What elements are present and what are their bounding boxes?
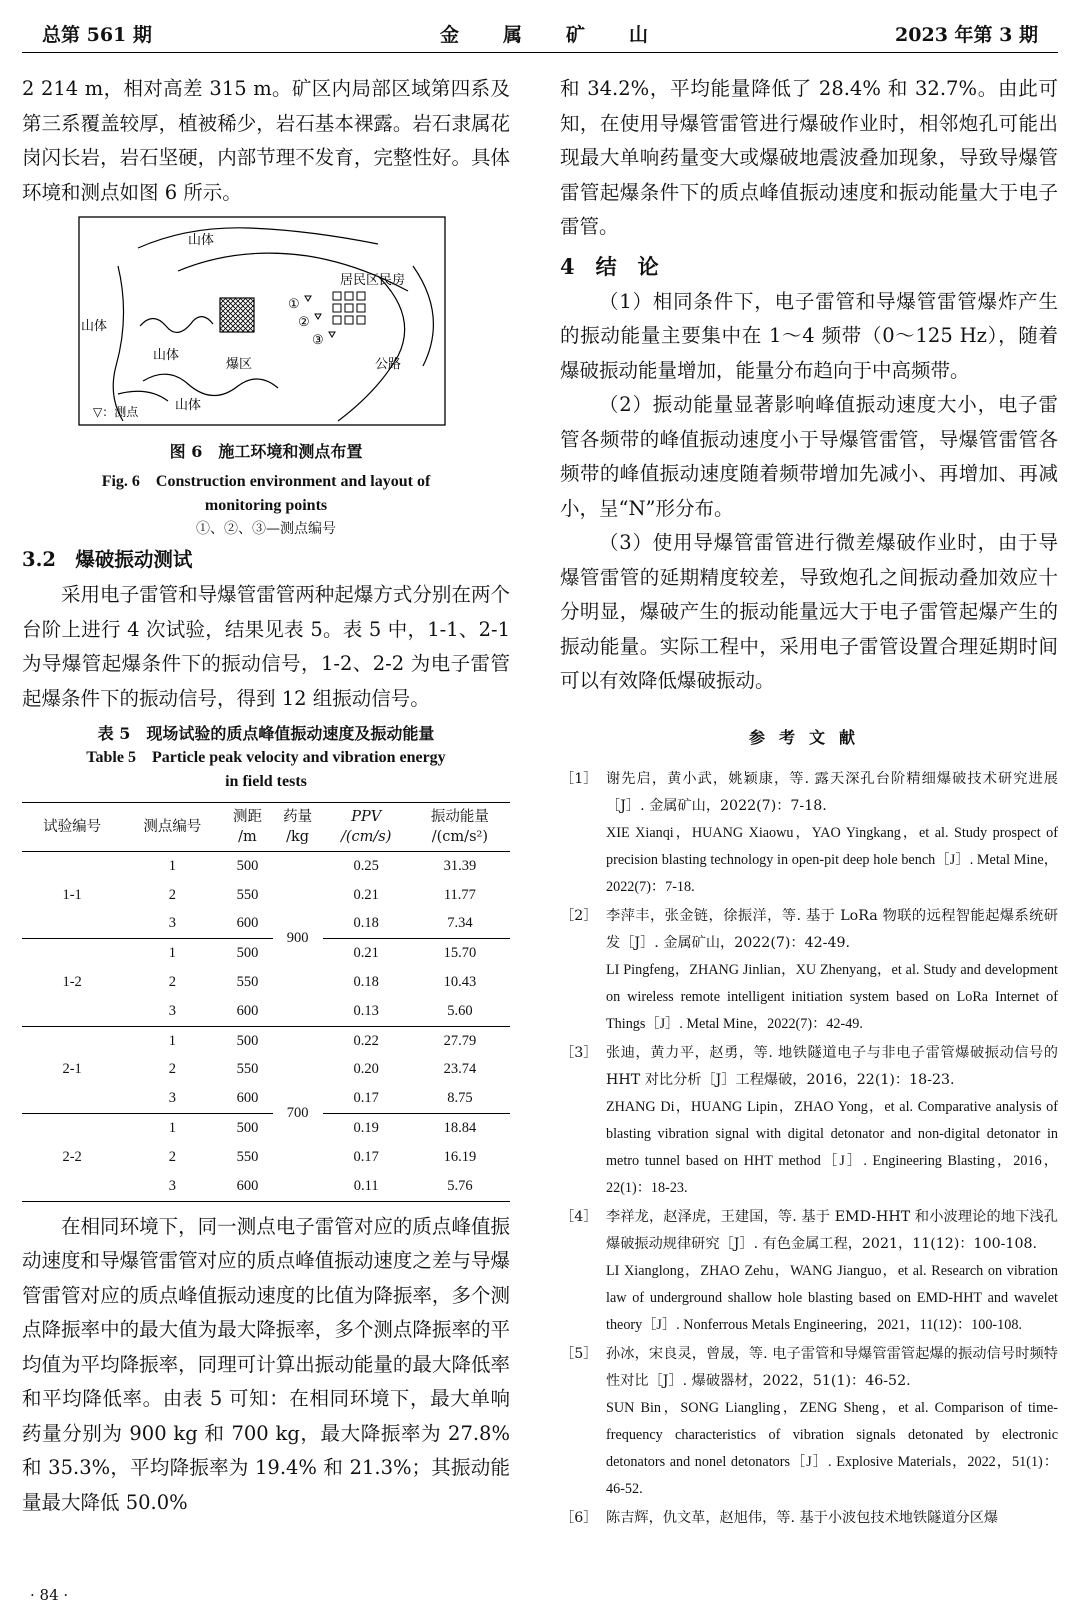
mountain-left-ridge: [113, 266, 123, 421]
conclusion-3: （3）使用导爆管雷管进行微差爆破作业时，由于导爆管雷管的延期精度较差，导致炮孔之间振动叠加效应十分明显，爆破产生的振动能量远大于电子雷管起爆产生的振动能量。实际工程中，采用电子雷管设置合理延期时间可以有效降低爆破振动。: [560, 531, 1058, 692]
cell-point-id: 2: [168, 974, 176, 991]
cell-ppv: 0.13: [353, 1002, 379, 1019]
site-map: [78, 216, 448, 430]
mountain-bottom-ridge: [143, 374, 278, 395]
reference-item: [560, 1204, 1058, 1339]
cell-point-id: 3: [168, 1002, 176, 1019]
cell-ppv: 0.21: [323, 939, 410, 968]
cell-distance: 500: [236, 857, 259, 874]
cell-point-id: 1: [168, 857, 176, 874]
measure-point-3-icon: [329, 332, 335, 337]
cell-ppv: 0.22: [323, 1026, 410, 1055]
label-point-2: ②: [298, 315, 310, 330]
cell-point-id: 1: [122, 939, 222, 968]
label-mountain-mid: 山体: [153, 348, 180, 363]
measure-point-1-icon: [305, 296, 311, 301]
measure-point-2-icon: [315, 314, 321, 319]
conclusion-1: （1）相同条件下，电子雷管和导爆管雷管爆炸产生的振动能量主要集中在 1～4 频带（0～125 Hz），随着爆破振动能量增加，能量分布趋向于中高频带。: [560, 289, 1058, 382]
cell-energy: 18.84: [410, 1114, 510, 1143]
reference-zh: 李萍丰，张金链，徐振洋，等. 基于 LoRa 物联的远程智能起爆系统研发［J］. 金属矿山，2022(7)：42-49.: [606, 907, 1058, 951]
table-caption-zh: 表 5 现场试验的质点峰值振动速度及振动能量: [97, 724, 435, 743]
blast-zone-marker: [220, 298, 254, 332]
label-point-1: ①: [288, 297, 300, 312]
figure-caption-en-2: monitoring points: [204, 497, 328, 514]
cell-energy: 10.43: [443, 974, 477, 991]
reference-item: [560, 1341, 1058, 1503]
th-energy: 振动能量 /(cm/s²): [410, 803, 510, 852]
reference-number: ［2］: [560, 907, 598, 924]
cell-distance: 550: [236, 886, 259, 903]
reference-en: XIE Xianqi，HUANG Xiaowu，YAO Yingkang，et al. Study prospect of precision blasting technology in open-pit deep hole bench［J］. Metal Mine，2022(7)：7-18.: [606, 824, 1058, 895]
reference-number: ［6］: [560, 1509, 598, 1526]
table-header-row: [22, 803, 510, 852]
cell-distance: 600: [236, 1002, 259, 1019]
cell-ppv: 0.17: [353, 1148, 379, 1165]
cell-point-id: 1: [122, 1114, 222, 1143]
reference-en: ZHANG Di，HUANG Lipin，ZHAO Yong，et al. Comparative analysis of blasting vibration signal with digital detonator and non-digital detonator in metro tunnel based on HHT method［J］. Engineering Blasting，2016，22(1)：18-23.: [606, 1098, 1058, 1196]
label-legend: ▽：测点: [93, 405, 139, 419]
figure-caption-zh: 图 6 施工环境和测点布置: [169, 442, 363, 461]
label-road: 公路: [375, 357, 402, 372]
reference-zh: 谢先启，黄小武，姚颖康，等. 露天深孔台阶精细爆破技术研究进展［J］. 金属矿山，2022(7)：7-18.: [606, 770, 1058, 814]
figure-6: [78, 216, 448, 430]
figure-caption-en-1: Fig. 6 Construction environment and layout of: [101, 473, 431, 490]
reference-number: ［4］: [560, 1208, 598, 1225]
table-caption-en-2: in field tests: [225, 773, 307, 790]
cell-charge: 900: [286, 930, 309, 947]
map-frame: [79, 217, 445, 425]
label-blast-zone: 爆区: [226, 357, 253, 372]
reference-number: ［5］: [560, 1345, 598, 1362]
cell-distance: 550: [236, 974, 259, 991]
cell-energy: 8.75: [447, 1090, 473, 1107]
cell-ppv: 0.17: [353, 1090, 379, 1107]
reference-zh: 陈吉辉，仇文革，赵旭伟，等. 基于小波包技术地铁隧道分区爆: [606, 1509, 999, 1526]
cell-energy: 11.77: [443, 886, 476, 903]
cell-ppv: 0.11: [323, 1172, 410, 1201]
table-row: [22, 1114, 510, 1143]
label-point-3: ③: [312, 333, 324, 348]
cell-energy: 15.70: [410, 939, 510, 968]
figure-note: ①、②、③—测点编号: [196, 521, 336, 537]
mountain-bottom-ridge2: [118, 391, 168, 401]
page-number: · 84 ·: [30, 1586, 69, 1604]
cell-ppv: 0.18: [353, 915, 379, 932]
continued-paragraph: 和 34.2%，平均能量降低了 28.4% 和 32.7%。由此可知，在使用导爆管雷管进行爆破作业时，相邻炮孔可能出现最大单响药量变大或爆破地震波叠加现象，导致导爆管雷管起爆条件下的质点峰值振动速度和振动能量大于电子雷管。: [560, 77, 1058, 238]
th-distance: 测距 /m: [222, 803, 272, 852]
cell-energy: 16.19: [443, 1148, 477, 1165]
road-line2: [413, 266, 433, 366]
reference-item: [560, 1505, 1058, 1532]
cell-energy: 31.39: [443, 857, 477, 874]
table-row: [22, 852, 510, 881]
th-point-id: 测点编号: [122, 803, 222, 852]
cell-test-id: 2-2: [22, 1114, 122, 1201]
label-residential: 居民区民房: [340, 273, 406, 288]
reference-item: [560, 1040, 1058, 1202]
road-line: [338, 276, 405, 421]
cell-distance: 600: [236, 915, 259, 932]
cell-energy: 27.79: [410, 1026, 510, 1055]
section-heading-3-2: 3.2 爆破振动测试: [22, 548, 193, 571]
cell-distance: 500: [222, 939, 272, 968]
right-column: [560, 72, 1058, 1534]
reference-en: LI Pingfeng，ZHANG Jinlian，XU Zhenyang，et al. Study and development on wireless remote intelligent initiation system based on LoRa Internet of Things［J］. Metal Mine，2022(7)：42-49.: [606, 961, 1058, 1032]
label-mountain-bottom: 山体: [175, 398, 202, 413]
journal-name: 金属矿山: [440, 24, 693, 46]
issue-number: 总第 561 期: [42, 24, 152, 46]
cell-test-id: 2-1: [22, 1026, 122, 1113]
left-column: [22, 72, 510, 1520]
cell-test-id: 1-1: [62, 886, 82, 903]
reference-item: [560, 766, 1058, 901]
cell-ppv: 0.25: [353, 857, 379, 874]
cell-ppv: 0.21: [353, 886, 379, 903]
cell-point-id: 2: [168, 1061, 176, 1078]
reference-item: [560, 903, 1058, 1038]
cell-energy: 23.74: [443, 1061, 477, 1078]
reference-en: SUN Bin，SONG Liangling，ZENG Sheng，et al. Comparison of time-frequency characteristics of vibration signals detonated by electronic detonators and nonel detonators［J］. Explosive Materials，2022，51(1)：46-52.: [606, 1399, 1058, 1497]
running-header: [22, 18, 1058, 53]
cell-point-id: 1: [122, 1026, 222, 1055]
mountain-mid-ridge: [140, 317, 213, 333]
mountain-top-ridge: [138, 228, 378, 248]
th-ppv: PPV /(cm/s): [323, 803, 410, 852]
intro-paragraph: 2 214 m，相对高差 315 m。矿区内局部区域第四系及第三系覆盖较厚，植被稀少，岩石基本裸露。岩石隶属花岗闪长岩，岩石坚硬，内部节理不发育，完整性好。具体环境和测点如图 6 所示。: [22, 77, 510, 204]
cell-point-id: 3: [122, 1172, 222, 1201]
reference-number: ［3］: [560, 1044, 598, 1061]
reference-list: [560, 766, 1058, 1532]
cell-distance: 600: [236, 1090, 259, 1107]
issue-date: 2023 年第 3 期: [895, 24, 1038, 46]
conclusion-2: （2）振动能量显著影响峰值振动速度大小，电子雷管各频带的峰值振动速度小于导爆管雷管，导爆管雷管各频带的峰值振动速度随着频带增加先减小、再增加、再减小，呈“N”形分布。: [560, 393, 1058, 520]
cell-point-id: 3: [168, 1090, 176, 1107]
cell-distance: 550: [236, 1148, 259, 1165]
cell-distance: 550: [236, 1061, 259, 1078]
cell-energy: 7.34: [447, 915, 473, 932]
table-row: [22, 939, 510, 968]
table-5: [22, 802, 510, 1202]
cell-point-id: 2: [168, 1148, 176, 1165]
cell-energy: 5.76: [410, 1172, 510, 1201]
cell-point-id: 2: [168, 886, 176, 903]
table-body: [22, 852, 510, 1202]
cell-distance: 500: [222, 1026, 272, 1055]
cell-ppv: 0.20: [353, 1061, 379, 1078]
reference-en: LI Xianglong，ZHAO Zehu，WANG Jianguo，et al. Research on vibration law of underground shallow hole blasting based on EMD-HHT and wavelet theory［J］. Nonferrous Metals Engineering，2021，11(12)：100-108.: [606, 1262, 1058, 1333]
reference-zh: 张迪，黄力平，赵勇，等. 地铁隧道电子与非电子雷管爆破振动信号的 HHT 对比分析［J］工程爆破，2016，22(1)：18-23.: [606, 1044, 1058, 1088]
section-3-2-paragraph: 采用电子雷管和导爆管雷管两种起爆方式分别在两个台阶上进行 4 次试验，结果见表 5。表 5 中，1-1、2-1 为导爆管起爆条件下的振动信号，1-2、2-2 为电子雷管起爆条件下的振动信号，得到 12 组振动信号。: [22, 583, 510, 710]
section-heading-4: 4 结 论: [560, 253, 659, 279]
cell-charge: 700: [273, 1026, 323, 1201]
cell-test-id: 1-2: [22, 939, 122, 1026]
residential-houses: [333, 292, 365, 324]
cell-ppv: 0.19: [323, 1114, 410, 1143]
th-charge: 药量 /kg: [273, 803, 323, 852]
cell-distance: 600: [222, 1172, 272, 1201]
cell-energy: 5.60: [447, 1002, 473, 1019]
label-mountain-top: 山体: [188, 233, 215, 248]
cell-distance: 500: [222, 1114, 272, 1143]
reference-zh: 孙冰，宋良灵，曾晟，等. 电子雷管和导爆管雷管起爆的振动信号时频特性对比［J］. 爆破器材，2022，51(1)：46-52.: [606, 1345, 1058, 1389]
cell-point-id: 3: [168, 915, 176, 932]
cell-ppv: 0.18: [353, 974, 379, 991]
reference-zh: 李祥龙，赵泽虎，王建国，等. 基于 EMD-HHT 和小波理论的地下浅孔爆破振动规律研究［J］. 有色金属工程，2021，11(12)：100-108.: [606, 1208, 1058, 1252]
table-row: [22, 1026, 510, 1055]
label-mountain-left: 山体: [81, 319, 108, 334]
reference-number: ［1］: [560, 770, 598, 787]
th-test-id: 试验编号: [22, 803, 122, 852]
table-caption-en-1: Table 5 Particle peak velocity and vibration energy: [86, 749, 446, 766]
analysis-paragraph: 在相同环境下，同一测点电子雷管对应的质点峰值振动速度和导爆管雷管对应的质点峰值振动速度之差与导爆管雷管对应的质点峰值振动速度的比值为降振率，多个测点降振率中的最大值为最大降振率，多个测点降振率的平均值为平均降振率，同理可计算出振动能量的最大降低率和平均降低率。由表 5 可知：在相同环境下，最大单响药量分别为 900 kg 和 700 kg，最大降振率为 27.8% 和 35.3%，平均降振率为 19.4% 和 21.3%；其振动能量最大降低 50.0%: [22, 1214, 510, 1514]
references-heading: 参考文献: [748, 727, 869, 747]
